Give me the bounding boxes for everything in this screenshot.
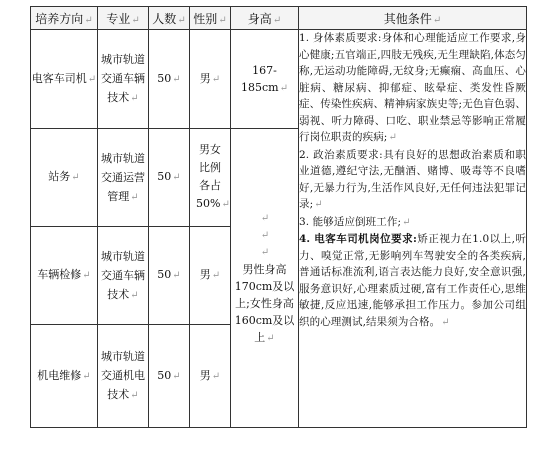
major-text: 城市轨道交通车辆技术 bbox=[101, 53, 145, 104]
header-gender bbox=[190, 7, 231, 30]
major-text: 城市轨道交通运营管理 bbox=[101, 151, 145, 203]
gender-text: 男 bbox=[199, 268, 211, 281]
return-mark: ↵ bbox=[211, 73, 221, 85]
return-mark: ↵ bbox=[130, 390, 139, 401]
return-mark: ↵ bbox=[211, 270, 221, 281]
condition-item-3 bbox=[299, 214, 526, 232]
gender-cell bbox=[190, 30, 231, 129]
return-mark: ↵ bbox=[402, 216, 411, 228]
condition-item-4-text: 矫正视力在1.0以上,听力、嗅觉正常,无影响列车驾驶安全的各类疾病,普通话标准流利,语言表达能力良好,安全意识强,服务意识好,心理素质过硬,富有工作责任心,思维敏捷,反应迅速,能够承担工作压力。参加公司组织的心理测试,结果须为合格。 bbox=[299, 233, 526, 328]
count-text: 50 bbox=[157, 268, 172, 281]
count-cell bbox=[149, 129, 190, 227]
return-mark: ↵ bbox=[211, 370, 221, 382]
return-mark: ↵ bbox=[266, 332, 275, 344]
count-text: 50 bbox=[157, 170, 172, 183]
return-mark: ↵ bbox=[172, 370, 181, 382]
gender-cell bbox=[190, 227, 231, 325]
header-major bbox=[98, 7, 149, 30]
table-header-row bbox=[31, 7, 527, 30]
major-cell bbox=[98, 30, 149, 129]
direction-cell bbox=[31, 30, 98, 129]
condition-item-3-text: 3. 能够适应倒班工作; bbox=[299, 215, 402, 228]
gender-text: 男 bbox=[199, 71, 211, 85]
count-text: 50 bbox=[157, 71, 172, 85]
height-text bbox=[231, 261, 298, 347]
recruitment-table bbox=[30, 6, 527, 428]
condition-item-4 bbox=[299, 231, 526, 331]
gender-text: 男女比例各占50% bbox=[196, 143, 221, 210]
condition-item-4-title: 4. 电客车司机岗位要求: bbox=[299, 233, 418, 245]
major-cell bbox=[98, 129, 149, 227]
condition-item-1-text: 1. 身体素质要求:身体和心理能适应工作要求,身心健康;五官端正,四肢无残疾,无生理缺陷,体态匀称,无运动功能障碍,无纹身;无癫痫、高血压、心脏病、糖尿病、抑郁症、眩晕症、类发性昏厥症、传染性疾病、精神病家族史等;无色盲色弱、弱视、听力障碍、口吃、职业禁忌等影响正常履行岗位职责的疾病; bbox=[299, 32, 526, 143]
return-mark: ↵ bbox=[260, 212, 270, 224]
return-mark: ↵ bbox=[388, 132, 397, 143]
height-cell bbox=[231, 30, 299, 129]
height-rule-text: 男性身高170cm及以上;女性身高160cm及以上 bbox=[234, 262, 295, 344]
count-cell bbox=[149, 30, 190, 129]
direction-text: 站务 bbox=[48, 170, 71, 183]
major-cell bbox=[98, 325, 149, 428]
direction-text: 机电维修 bbox=[37, 368, 82, 382]
count-cell bbox=[149, 227, 190, 325]
return-mark: ↵ bbox=[71, 172, 80, 183]
height-merged-cell bbox=[231, 129, 299, 428]
return-mark: ↵ bbox=[82, 370, 91, 382]
direction-cell bbox=[31, 227, 98, 325]
other-conditions-cell bbox=[299, 30, 527, 428]
return-mark: ↵ bbox=[87, 73, 97, 85]
direction-text: 电客车司机 bbox=[31, 71, 87, 85]
direction-cell bbox=[31, 325, 98, 428]
return-mark: ↵ bbox=[82, 270, 91, 281]
count-cell bbox=[149, 325, 190, 428]
return-mark: ↵ bbox=[131, 14, 140, 26]
return-mark: ↵ bbox=[84, 14, 93, 26]
return-mark: ↵ bbox=[130, 289, 139, 301]
return-mark: ↵ bbox=[314, 199, 323, 210]
major-text: 城市轨道交通机电技术 bbox=[101, 350, 145, 401]
header-direction-label: 培养方向 bbox=[35, 11, 84, 26]
return-mark: ↵ bbox=[260, 229, 270, 241]
return-mark: ↵ bbox=[221, 199, 230, 210]
header-other bbox=[299, 7, 527, 30]
condition-item-2 bbox=[299, 147, 526, 214]
return-mark: ↵ bbox=[260, 246, 270, 258]
table-row bbox=[31, 30, 527, 129]
header-height bbox=[231, 7, 299, 30]
gender-cell bbox=[190, 325, 231, 428]
condition-item-2-text: 2. 政治素质要求:具有良好的思想政治素质和职业道德,遵纪守法,无酗酒、赌博、吸毒等不良嗜好,无暴力行为,生活作风良好,无任何违法犯罪记录; bbox=[299, 148, 526, 210]
direction-cell bbox=[31, 129, 98, 227]
return-mark: ↵ bbox=[272, 14, 282, 26]
header-direction bbox=[31, 7, 98, 30]
major-text: 城市轨道交通车辆技术 bbox=[101, 249, 145, 301]
return-mark: ↵ bbox=[172, 172, 181, 183]
header-count bbox=[149, 7, 190, 30]
count-text: 50 bbox=[157, 368, 172, 382]
header-gender-label: 性别 bbox=[193, 11, 218, 26]
gender-text: 男 bbox=[199, 368, 211, 382]
header-other-label: 其他条件 bbox=[383, 11, 432, 26]
return-mark: ↵ bbox=[130, 93, 139, 104]
condition-item-1 bbox=[299, 30, 526, 147]
height-stack bbox=[231, 210, 298, 347]
height-text: 167-185cm bbox=[241, 63, 279, 94]
return-mark: ↵ bbox=[130, 191, 139, 203]
direction-text: 车辆检修 bbox=[37, 268, 82, 281]
major-cell bbox=[98, 227, 149, 325]
header-major-label: 专业 bbox=[106, 11, 131, 26]
header-count-label: 人数 bbox=[152, 11, 177, 26]
return-mark: ↵ bbox=[172, 73, 181, 85]
gender-cell bbox=[190, 129, 231, 227]
return-mark: ↵ bbox=[432, 14, 442, 26]
header-height-label: 身高 bbox=[247, 11, 272, 26]
return-mark: ↵ bbox=[172, 270, 181, 281]
return-mark: ↵ bbox=[218, 14, 227, 26]
return-mark: ↵ bbox=[441, 316, 450, 328]
return-mark: ↵ bbox=[177, 14, 186, 26]
return-mark: ↵ bbox=[279, 82, 288, 94]
